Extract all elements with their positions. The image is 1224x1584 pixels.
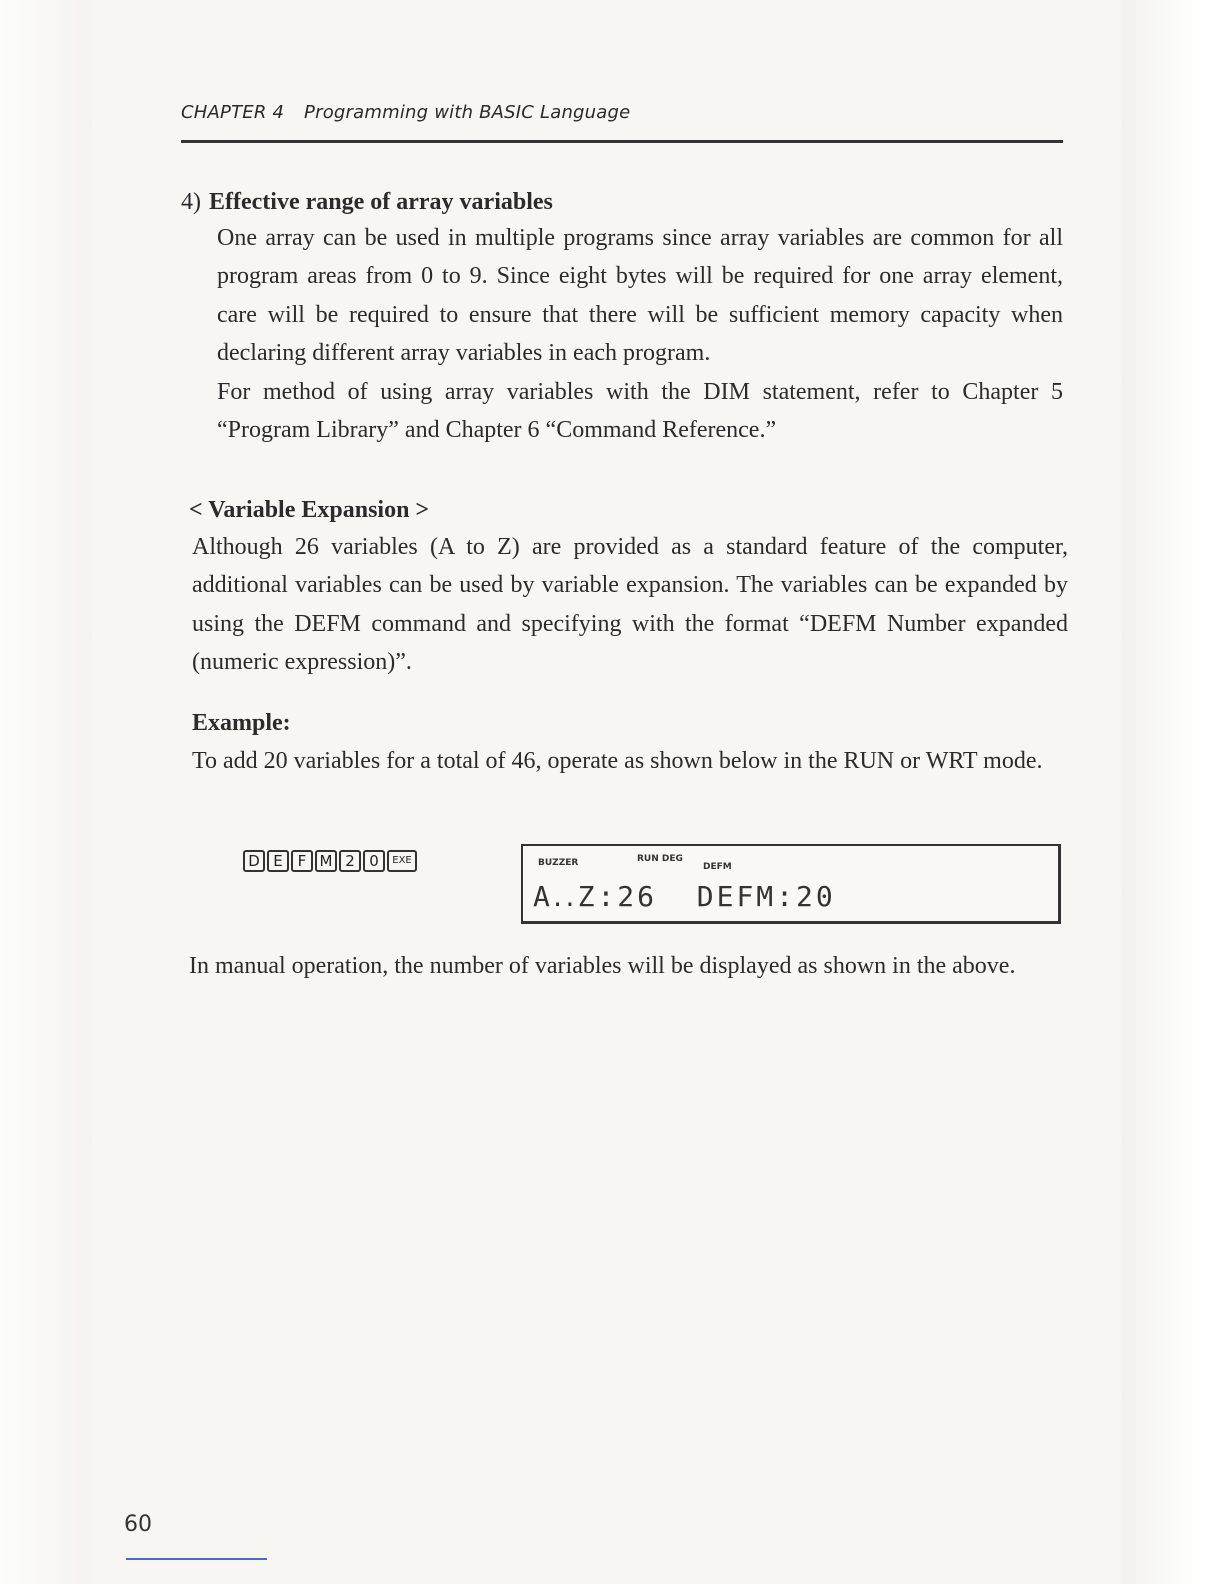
page-right-margin <box>1122 0 1224 1584</box>
indicator-defm: DEFM <box>703 862 732 872</box>
variable-expansion-heading: < Variable Expansion > <box>189 497 430 523</box>
key-exe: EXE <box>387 850 417 872</box>
example-body <box>192 742 1068 780</box>
indicator-buzzer: BUZZER <box>538 858 579 868</box>
closing-body <box>189 947 1065 985</box>
paragraph-example: To add 20 variables for a total of 46, operate as shown below in the RUN or WRT mode. <box>192 748 1043 774</box>
paragraph-manual-operation: In manual operation, the number of variables will be displayed as shown in the above. <box>189 953 1016 979</box>
lcd-text: A․․Z:26 DEFM:20 <box>533 880 836 913</box>
section-number: 4) <box>181 189 201 215</box>
key-f: F <box>291 850 313 872</box>
example-heading: Example: <box>192 710 291 736</box>
running-header <box>181 102 630 123</box>
page-number: 60 <box>124 1512 152 1537</box>
paragraph-variable-expansion: Although 26 variables (A to Z) are provided as a standard feature of the computer, additional variables can be used by variable expansion. The variables can be expanded by using the DEFM command and specifying with the format “DEFM Number expanded (numeric expression)”. <box>192 534 1068 676</box>
header-chapter: CHAPTER 4 <box>181 102 285 123</box>
key-2: 2 <box>339 850 361 872</box>
page-left-margin <box>0 0 92 1584</box>
key-m: M <box>315 850 337 872</box>
lcd-display <box>521 844 1061 924</box>
paragraph-array-range: One array can be used in multiple programs since array variables are common for all program areas from 0 to 9. Since eight bytes will be required for one array element, care will be required to ensure that there will be sufficient memory capacity when declaring different array variables in each program. <box>217 225 1063 367</box>
key-d: D <box>243 850 265 872</box>
key-sequence <box>243 850 417 872</box>
footer-line <box>126 1558 267 1560</box>
key-0: 0 <box>363 850 385 872</box>
header-rule <box>181 140 1063 143</box>
key-e: E <box>267 850 289 872</box>
header-title: Programming with BASIC Language <box>304 102 631 123</box>
variable-expansion-body <box>192 528 1068 682</box>
section-body <box>217 219 1063 449</box>
paragraph-dim-reference: For method of using array variables with the DIM statement, refer to Chapter 5 “Program Library” and Chapter 6 “Command Reference.” <box>217 378 1063 444</box>
section-heading: Effective range of array variables <box>209 189 553 215</box>
section-title <box>181 183 553 221</box>
indicator-run-deg: RUN DEG <box>637 854 683 864</box>
